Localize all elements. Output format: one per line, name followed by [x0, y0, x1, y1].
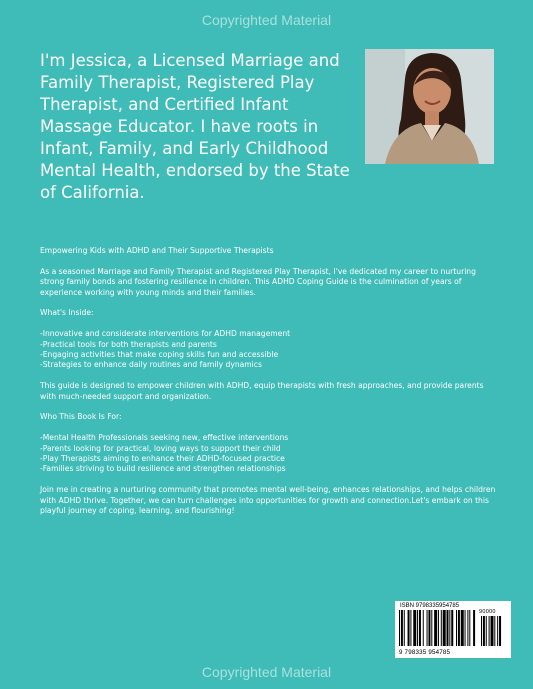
list-item: -Innovative and considerate interventions for ADHD management: [40, 329, 291, 339]
barcode-bar: [451, 610, 453, 646]
addon-bar: [483, 616, 485, 646]
addon-bar: [489, 616, 490, 646]
list-item: -Practical tools for both therapists and parents: [40, 339, 217, 349]
addon-bar: [491, 616, 494, 646]
watermark-bottom: Copyrighted Material: [201, 664, 332, 680]
barcode-bar: [458, 610, 460, 646]
audience-list: [40, 433, 498, 475]
barcode-bar: [423, 610, 424, 646]
barcode-bar: [408, 610, 410, 646]
barcode-bar: [434, 610, 437, 646]
barcode-bar: [456, 610, 457, 646]
tagline: Empowering Kids with ADHD and Their Supportive Therapists: [40, 246, 274, 255]
list-item: -Parents looking for practical, loving ways to support their child: [40, 443, 281, 453]
addon-bar: [486, 616, 487, 646]
author-bio: I'm Jessica, a Licensed Marriage and Family Therapist, Registered Play Therapist, and Certified Infant Massage Educator. I have roots in Infant, Family, and Early Childhood Mental Health, endorsed by the State of California.: [40, 51, 350, 202]
addon-bar: [497, 616, 498, 646]
addon-bar: [494, 616, 495, 646]
author-photo: [365, 49, 494, 164]
back-cover-description: [40, 246, 498, 527]
barcode-bar: [461, 610, 464, 646]
watermark-top: Copyrighted Material: [201, 12, 332, 28]
purpose-paragraph: This guide is designed to empower children with ADHD, equip therapists with fresh approaches, and provide parents with much-needed support and organization.: [40, 381, 484, 401]
barcode-bar: [469, 610, 470, 646]
list-item: -Engaging activities that make coping skills fun and accessible: [40, 350, 279, 360]
isbn-barcode: [395, 601, 511, 658]
barcode-bar: [438, 610, 439, 646]
barcode-bar: [449, 610, 450, 646]
addon-bar: [499, 616, 501, 646]
barcode-bar: [473, 610, 475, 646]
barcode-bar: [428, 610, 430, 646]
list-item: -Mental Health Professionals seeking new, effective interventions: [40, 433, 289, 443]
list-item: -Families striving to build resilience and strengthen relationships: [40, 464, 286, 474]
barcode-bars: [399, 610, 507, 648]
barcode-bar: [441, 610, 442, 646]
barcode-bar: [427, 610, 428, 646]
audience-heading: Who This Book Is For:: [40, 412, 122, 422]
barcode-bar: [443, 610, 446, 646]
barcode-bar: [431, 610, 432, 646]
barcode-bar: [447, 610, 449, 646]
isbn-label: ISBN 9798335954785: [400, 603, 460, 609]
closing-paragraph: Join me in creating a nurturing community that promotes mental well-being, enhances relationships, and helps children with ADHD thrive. Together, we can turn challenges into opportunities for growth and connection.Let's embark on this playful journey of coping, learning, and flourishing!: [40, 485, 496, 516]
barcode-bar: [413, 610, 416, 646]
whats-inside-list: [40, 329, 498, 371]
price-code: 90000: [479, 609, 496, 615]
barcode-bar: [410, 610, 411, 646]
barcode-bar: [399, 610, 400, 646]
barcode-bar: [467, 610, 468, 646]
barcode-bar: [419, 610, 421, 646]
intro-paragraph: As a seasoned Marriage and Family Therapist and Registered Play Therapist, I've dedicated my career to nurturing strong family bonds and fostering resilience in children. This ADHD Coping Guide is the culmination of years of experience working with young minds and their families.: [40, 266, 476, 297]
barcode-digits: 9 798335 954785: [399, 649, 451, 656]
author-portrait-image: [365, 49, 494, 164]
whats-inside-heading: What's Inside:: [40, 308, 94, 318]
list-item: -Play Therapists aiming to enhance their ADHD-focused practice: [40, 454, 285, 464]
barcode-bar: [465, 610, 466, 646]
barcode-bar: [417, 610, 418, 646]
barcode-bar: [401, 610, 403, 646]
barcode-bar: [404, 610, 405, 646]
list-item: -Strategies to enhance daily routines and family dynamics: [40, 360, 262, 370]
addon-bar: [481, 616, 482, 646]
